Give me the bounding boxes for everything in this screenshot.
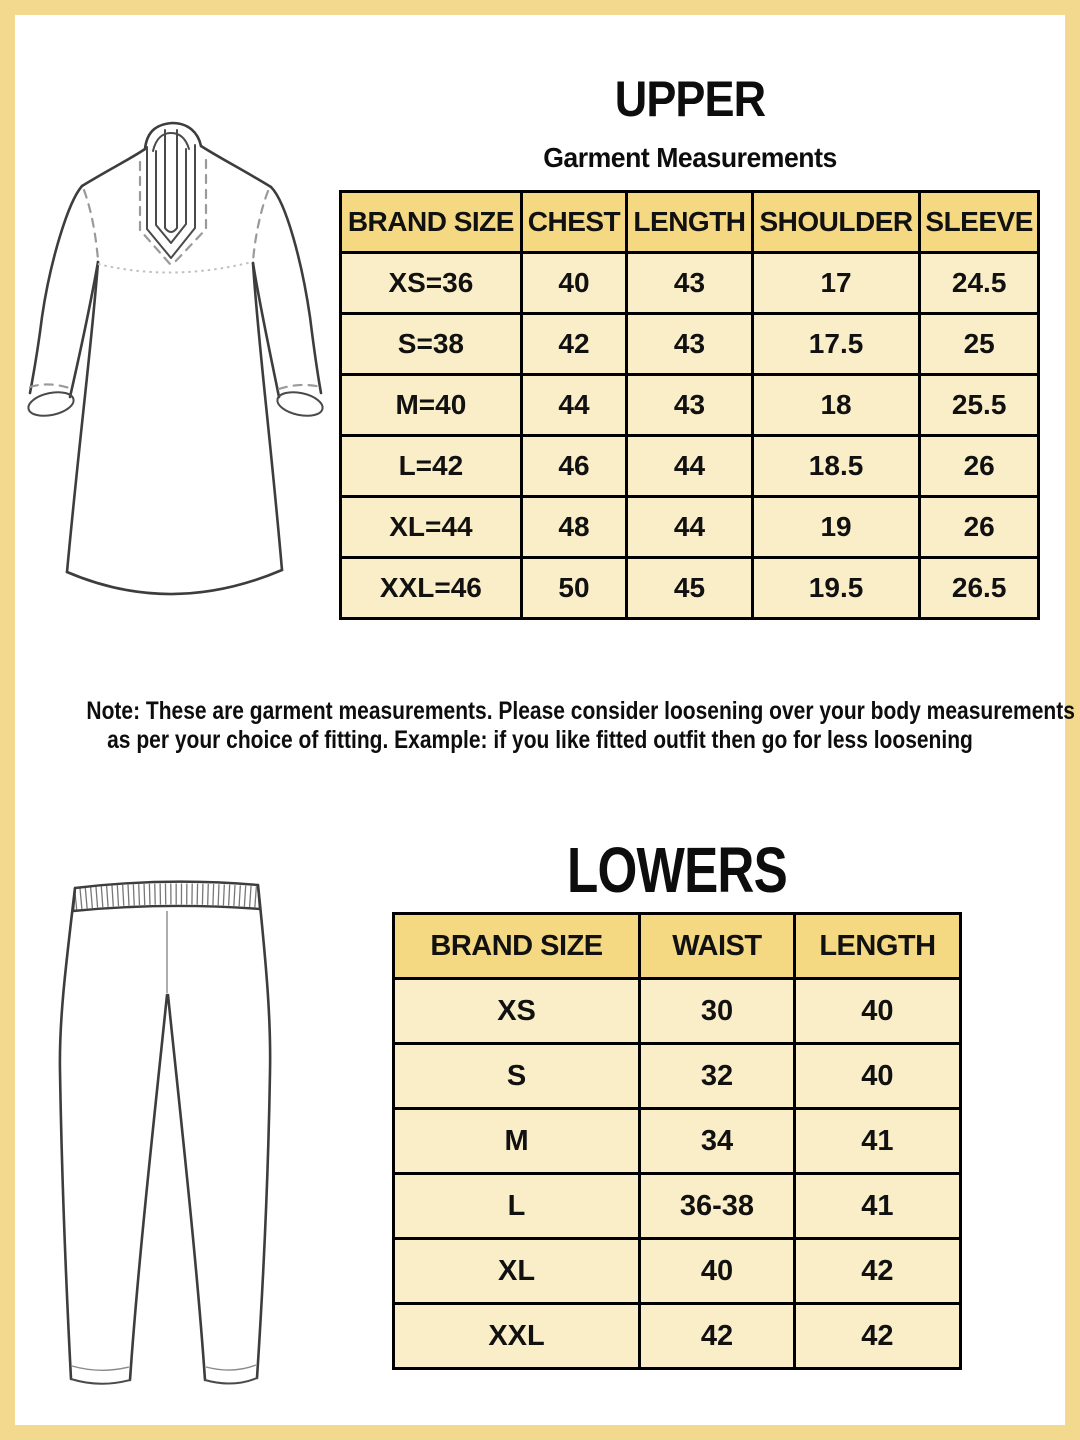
table-cell: 46 [521,436,626,497]
table-row [341,375,1039,436]
table-cell: 42 [794,1239,960,1304]
table-cell: XL [394,1239,640,1304]
table-cell: 18 [752,375,920,436]
table-cell: 26 [920,436,1039,497]
lowers-section-title: LOWERS [567,834,787,906]
table-cell: 43 [627,314,753,375]
pants-illustration [20,862,355,1422]
upper-section-subtitle: Garment Measurements [543,142,837,173]
table-header-row [394,914,961,979]
measurement-note [86,697,1075,755]
kurta-body [26,146,325,594]
column-header: BRAND SIZE [341,192,522,253]
column-header: LENGTH [794,914,960,979]
table-cell: 41 [794,1109,960,1174]
table-cell: 40 [521,253,626,314]
table-cell: 25 [920,314,1039,375]
table-row [394,979,961,1044]
table-cell: M=40 [341,375,522,436]
note-line-2: as per your choice of fitting. Example: if you like fitted outfit then go for less loosening [107,726,973,754]
table-row [394,1174,961,1239]
table-cell: 48 [521,497,626,558]
table-cell: XS=36 [341,253,522,314]
table-cell: S [394,1044,640,1109]
table-row [341,436,1039,497]
column-header: BRAND SIZE [394,914,640,979]
table-cell: 25.5 [920,375,1039,436]
table-cell: 24.5 [920,253,1039,314]
table-cell: 32 [640,1044,795,1109]
table-cell: XXL [394,1304,640,1369]
table-cell: 43 [627,375,753,436]
table-cell: 40 [640,1239,795,1304]
table-cell: XS [394,979,640,1044]
upper-size-table [339,190,1040,620]
table-cell: 26.5 [920,558,1039,619]
table-cell: 42 [521,314,626,375]
table-cell: 34 [640,1109,795,1174]
table-cell: 42 [794,1304,960,1369]
table-cell: 18.5 [752,436,920,497]
table-header-row [341,192,1039,253]
table-row [341,253,1039,314]
table-cell: 40 [794,979,960,1044]
table-row [341,558,1039,619]
table-cell: L=42 [341,436,522,497]
table-cell: XL=44 [341,497,522,558]
pants-legs [60,885,270,1384]
table-cell: 44 [627,436,753,497]
table-row [394,1304,961,1369]
column-header: SLEEVE [920,192,1039,253]
column-header: SHOULDER [752,192,920,253]
column-header: CHEST [521,192,626,253]
table-row [341,314,1039,375]
table-cell: 19 [752,497,920,558]
table-cell: XXL=46 [341,558,522,619]
kurta-collar [145,123,201,151]
pants-waistband [73,882,260,911]
column-header: LENGTH [627,192,753,253]
table-cell: 17.5 [752,314,920,375]
table-cell: 40 [794,1044,960,1109]
table-cell: 42 [640,1304,795,1369]
table-row [341,497,1039,558]
upper-section-title: UPPER [614,71,766,127]
table-cell: S=38 [341,314,522,375]
table-cell: 19.5 [752,558,920,619]
table-cell: 44 [627,497,753,558]
table-cell: M [394,1109,640,1174]
table-cell: 36-38 [640,1174,795,1239]
table-cell: 17 [752,253,920,314]
table-row [394,1109,961,1174]
table-cell: L [394,1174,640,1239]
table-cell: 41 [794,1174,960,1239]
lowers-size-table [392,912,962,1370]
table-cell: 45 [627,558,753,619]
table-cell: 30 [640,979,795,1044]
table-row [394,1044,961,1109]
table-row [394,1239,961,1304]
table-cell: 44 [521,375,626,436]
kurta-illustration [20,102,350,652]
column-header: WAIST [640,914,795,979]
table-cell: 43 [627,253,753,314]
table-cell: 26 [920,497,1039,558]
table-cell: 50 [521,558,626,619]
note-line-1: Note: These are garment measurements. Please consider loosening over your body measurements [86,697,1075,725]
